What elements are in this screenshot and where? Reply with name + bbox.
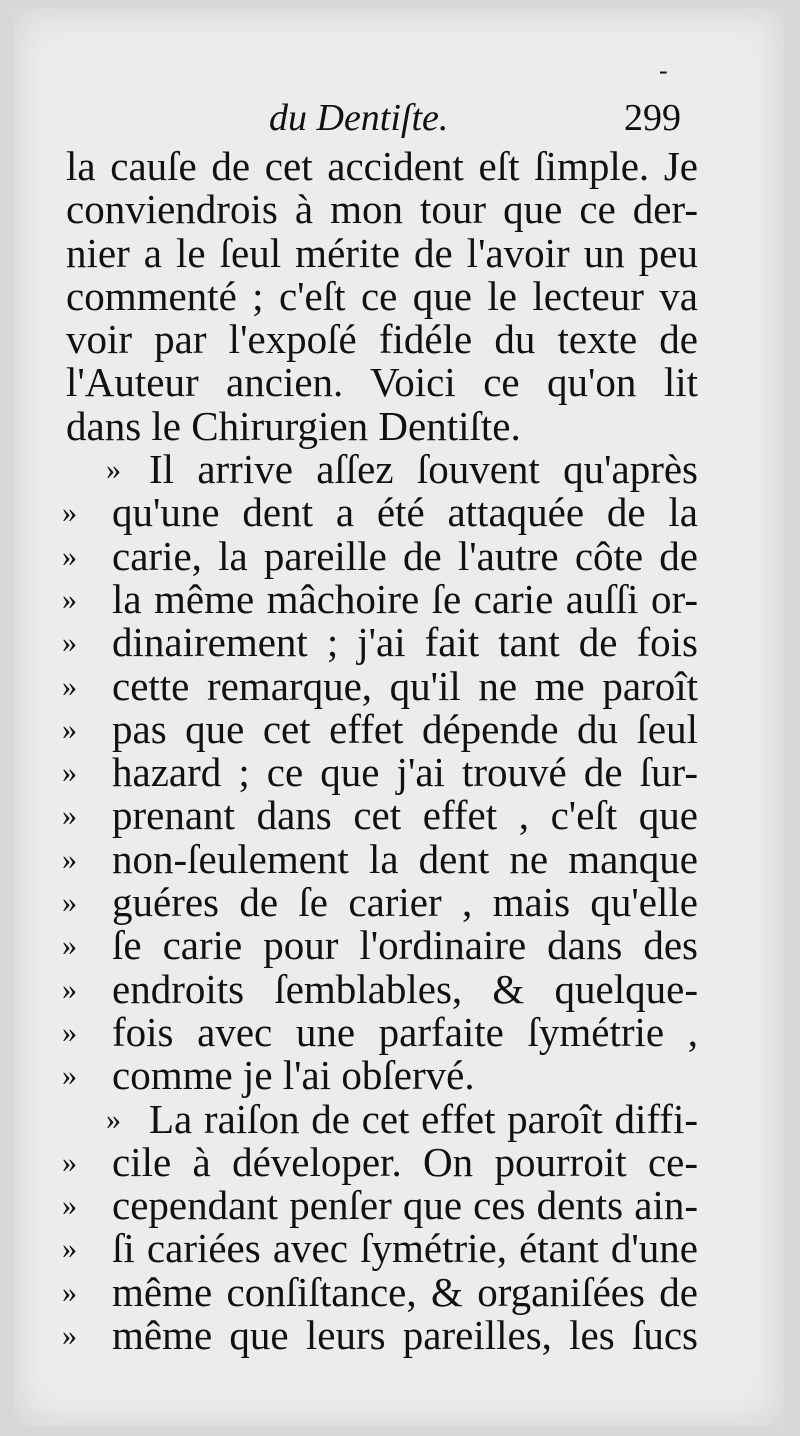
text-line: » pas que cet effet dépende du ſeul	[62, 705, 698, 752]
quote-mark: »	[62, 972, 77, 1006]
text-line: » cile à déveloper. On pourroit ce-	[62, 1138, 698, 1185]
text-line: » qu'une dent a été attaquée de la	[62, 489, 698, 536]
quote-mark: »	[62, 1319, 77, 1353]
text-line: » cette remarque, qu'il ne me paroît	[62, 662, 698, 709]
text-line: » ſe carie pour l'ordinaire dans des	[62, 922, 698, 969]
text-line: conviendrois à mon tour que ce der-	[66, 186, 698, 233]
quote-mark: »	[106, 1102, 121, 1136]
text-line: » non-ſeulement la dent ne manque	[62, 835, 698, 882]
text-line: » même conſiſtance, & organiſées de	[62, 1268, 698, 1315]
quote-mark: »	[62, 1275, 77, 1309]
page-number: 299	[624, 97, 681, 139]
text-line: » endroits ſemblables, & quelque-	[62, 965, 698, 1012]
quote-mark: »	[62, 496, 77, 530]
body-text	[14, 145, 784, 1357]
text-line: » hazard ; ce que j'ai trouvé de ſur-	[62, 749, 698, 796]
quote-mark: »	[62, 799, 77, 833]
text-line: commenté ; c'eſt ce que le lecteur va	[66, 272, 698, 319]
quote-mark: »	[62, 1059, 77, 1093]
text-line: » guéres de ſe carier , mais qu'elle	[62, 879, 698, 926]
quote-mark: »	[62, 582, 77, 616]
text-line: voir par l'expoſé fidéle du texte de	[66, 316, 698, 363]
text-line: » comme je l'ai obſervé.	[62, 1052, 475, 1099]
quote-mark: »	[62, 1189, 77, 1223]
page-header	[14, 56, 784, 146]
text-line: dans le Chirurgien Dentiſte.	[66, 402, 521, 449]
quote-mark: »	[62, 842, 77, 876]
quote-mark: »	[62, 929, 77, 963]
text-line: » carie, la pareille de l'autre côte de	[62, 532, 698, 579]
top-mark: -	[659, 56, 668, 85]
text-line: » même que leurs pareilles, les ſucs	[62, 1312, 698, 1359]
text-line: l'Auteur ancien. Voici ce qu'on lit	[66, 359, 698, 406]
text-line: » Il arrive aſſez ſouvent qu'après	[106, 446, 698, 493]
quote-mark: »	[62, 626, 77, 660]
quote-mark: »	[62, 886, 77, 920]
text-line: » fois avec une parfaite ſymétrie ,	[62, 1008, 698, 1055]
quote-mark: »	[62, 756, 77, 790]
text-line: » la même mâchoire ſe carie auſſi or-	[62, 575, 698, 622]
book-page	[14, 8, 784, 1426]
quote-mark: »	[62, 669, 77, 703]
text-line: » La raiſon de cet effet paroît diffi-	[106, 1095, 698, 1142]
text-line: » cependant penſer que ces dents ain-	[62, 1182, 698, 1229]
quote-mark: »	[62, 539, 77, 573]
text-line: » dinairement ; j'ai fait tant de fois	[62, 619, 698, 666]
running-head: du Dentiſte.	[269, 97, 449, 139]
quote-mark: »	[62, 712, 77, 746]
quote-mark: »	[62, 1145, 77, 1179]
quote-mark: »	[106, 453, 121, 487]
text-line: » prenant dans cet effet , c'eſt que	[62, 792, 698, 839]
quote-mark: »	[62, 1015, 77, 1049]
quote-mark: »	[62, 1232, 77, 1266]
text-line: la cauſe de cet accident eſt ſimple. Je	[66, 143, 698, 189]
text-line: nier a le ſeul mérite de l'avoir un peu	[66, 229, 698, 276]
text-line: » ſi cariées avec ſymétrie, étant d'une	[62, 1225, 698, 1272]
